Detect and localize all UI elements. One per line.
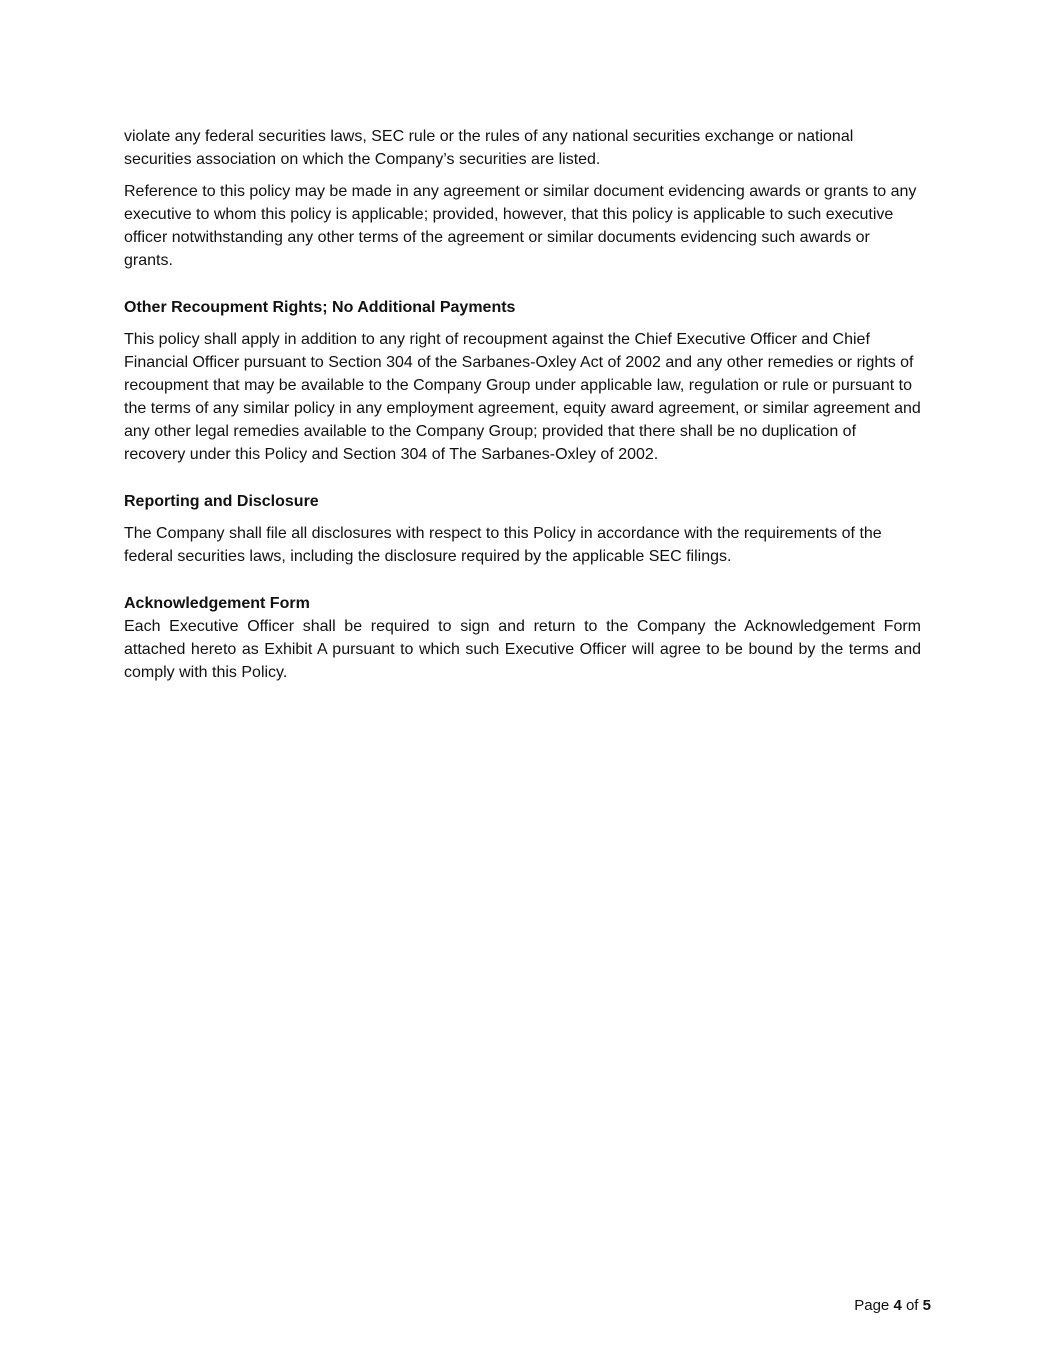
section-heading-acknowledgement-form: Acknowledgement Form <box>124 595 310 612</box>
section-body-other-recoupment: This policy shall apply in addition to any right of recoupment against the Chief Executive Officer and Chief Financial Officer pursuant to Section 304 of the Sarbanes-Oxley Act of 2002 and any other remedies or rights of recoupment that may be available to the Company Group under applicable law, regulation or rule or pursuant to the terms of any similar policy in any employment agreement, equity award agreement, or similar agreement and any other legal remedies available to the Company Group; provided that there shall be no duplication of recovery under this Policy and Section 304 of The Sarbanes-Oxley of 2002. <box>124 331 921 463</box>
page-number-footer <box>854 1296 931 1316</box>
section-heading-other-recoupment: Other Recoupment Rights; No Additional Payments <box>124 299 516 316</box>
section-body-acknowledgement-form: Each Executive Officer shall be required to sign and return to the Company the Acknowledgement Form attached hereto as Exhibit A pursuant to which such Executive Officer will agree to be bound by the terms and comply with this Policy. <box>124 618 921 681</box>
section-body-reporting-disclosure: The Company shall file all disclosures with respect to this Policy in accordance with the requirements of the federal securities laws, including the disclosure required by the applicable SEC filings. <box>124 525 882 565</box>
paragraph-securities-laws: violate any federal securities laws, SEC rule or the rules of any national securities exchange or national securities association on which the Company’s securities are listed. <box>124 128 854 168</box>
section-heading-reporting-disclosure: Reporting and Disclosure <box>124 493 319 510</box>
paragraph-reference-to-policy: Reference to this policy may be made in any agreement or similar document evidencing awards or grants to any executive to whom this policy is applicable; provided, however, that this policy is applicable to such executive officer notwithstanding any other terms of the agreement or similar documents evidencing such awards or grants. <box>124 183 917 269</box>
total-pages-number: 5 <box>922 1297 931 1314</box>
document-page <box>124 125 921 693</box>
of-label: of <box>905 1297 919 1314</box>
page-label: Page <box>854 1297 890 1314</box>
current-page-number: 4 <box>893 1297 902 1314</box>
